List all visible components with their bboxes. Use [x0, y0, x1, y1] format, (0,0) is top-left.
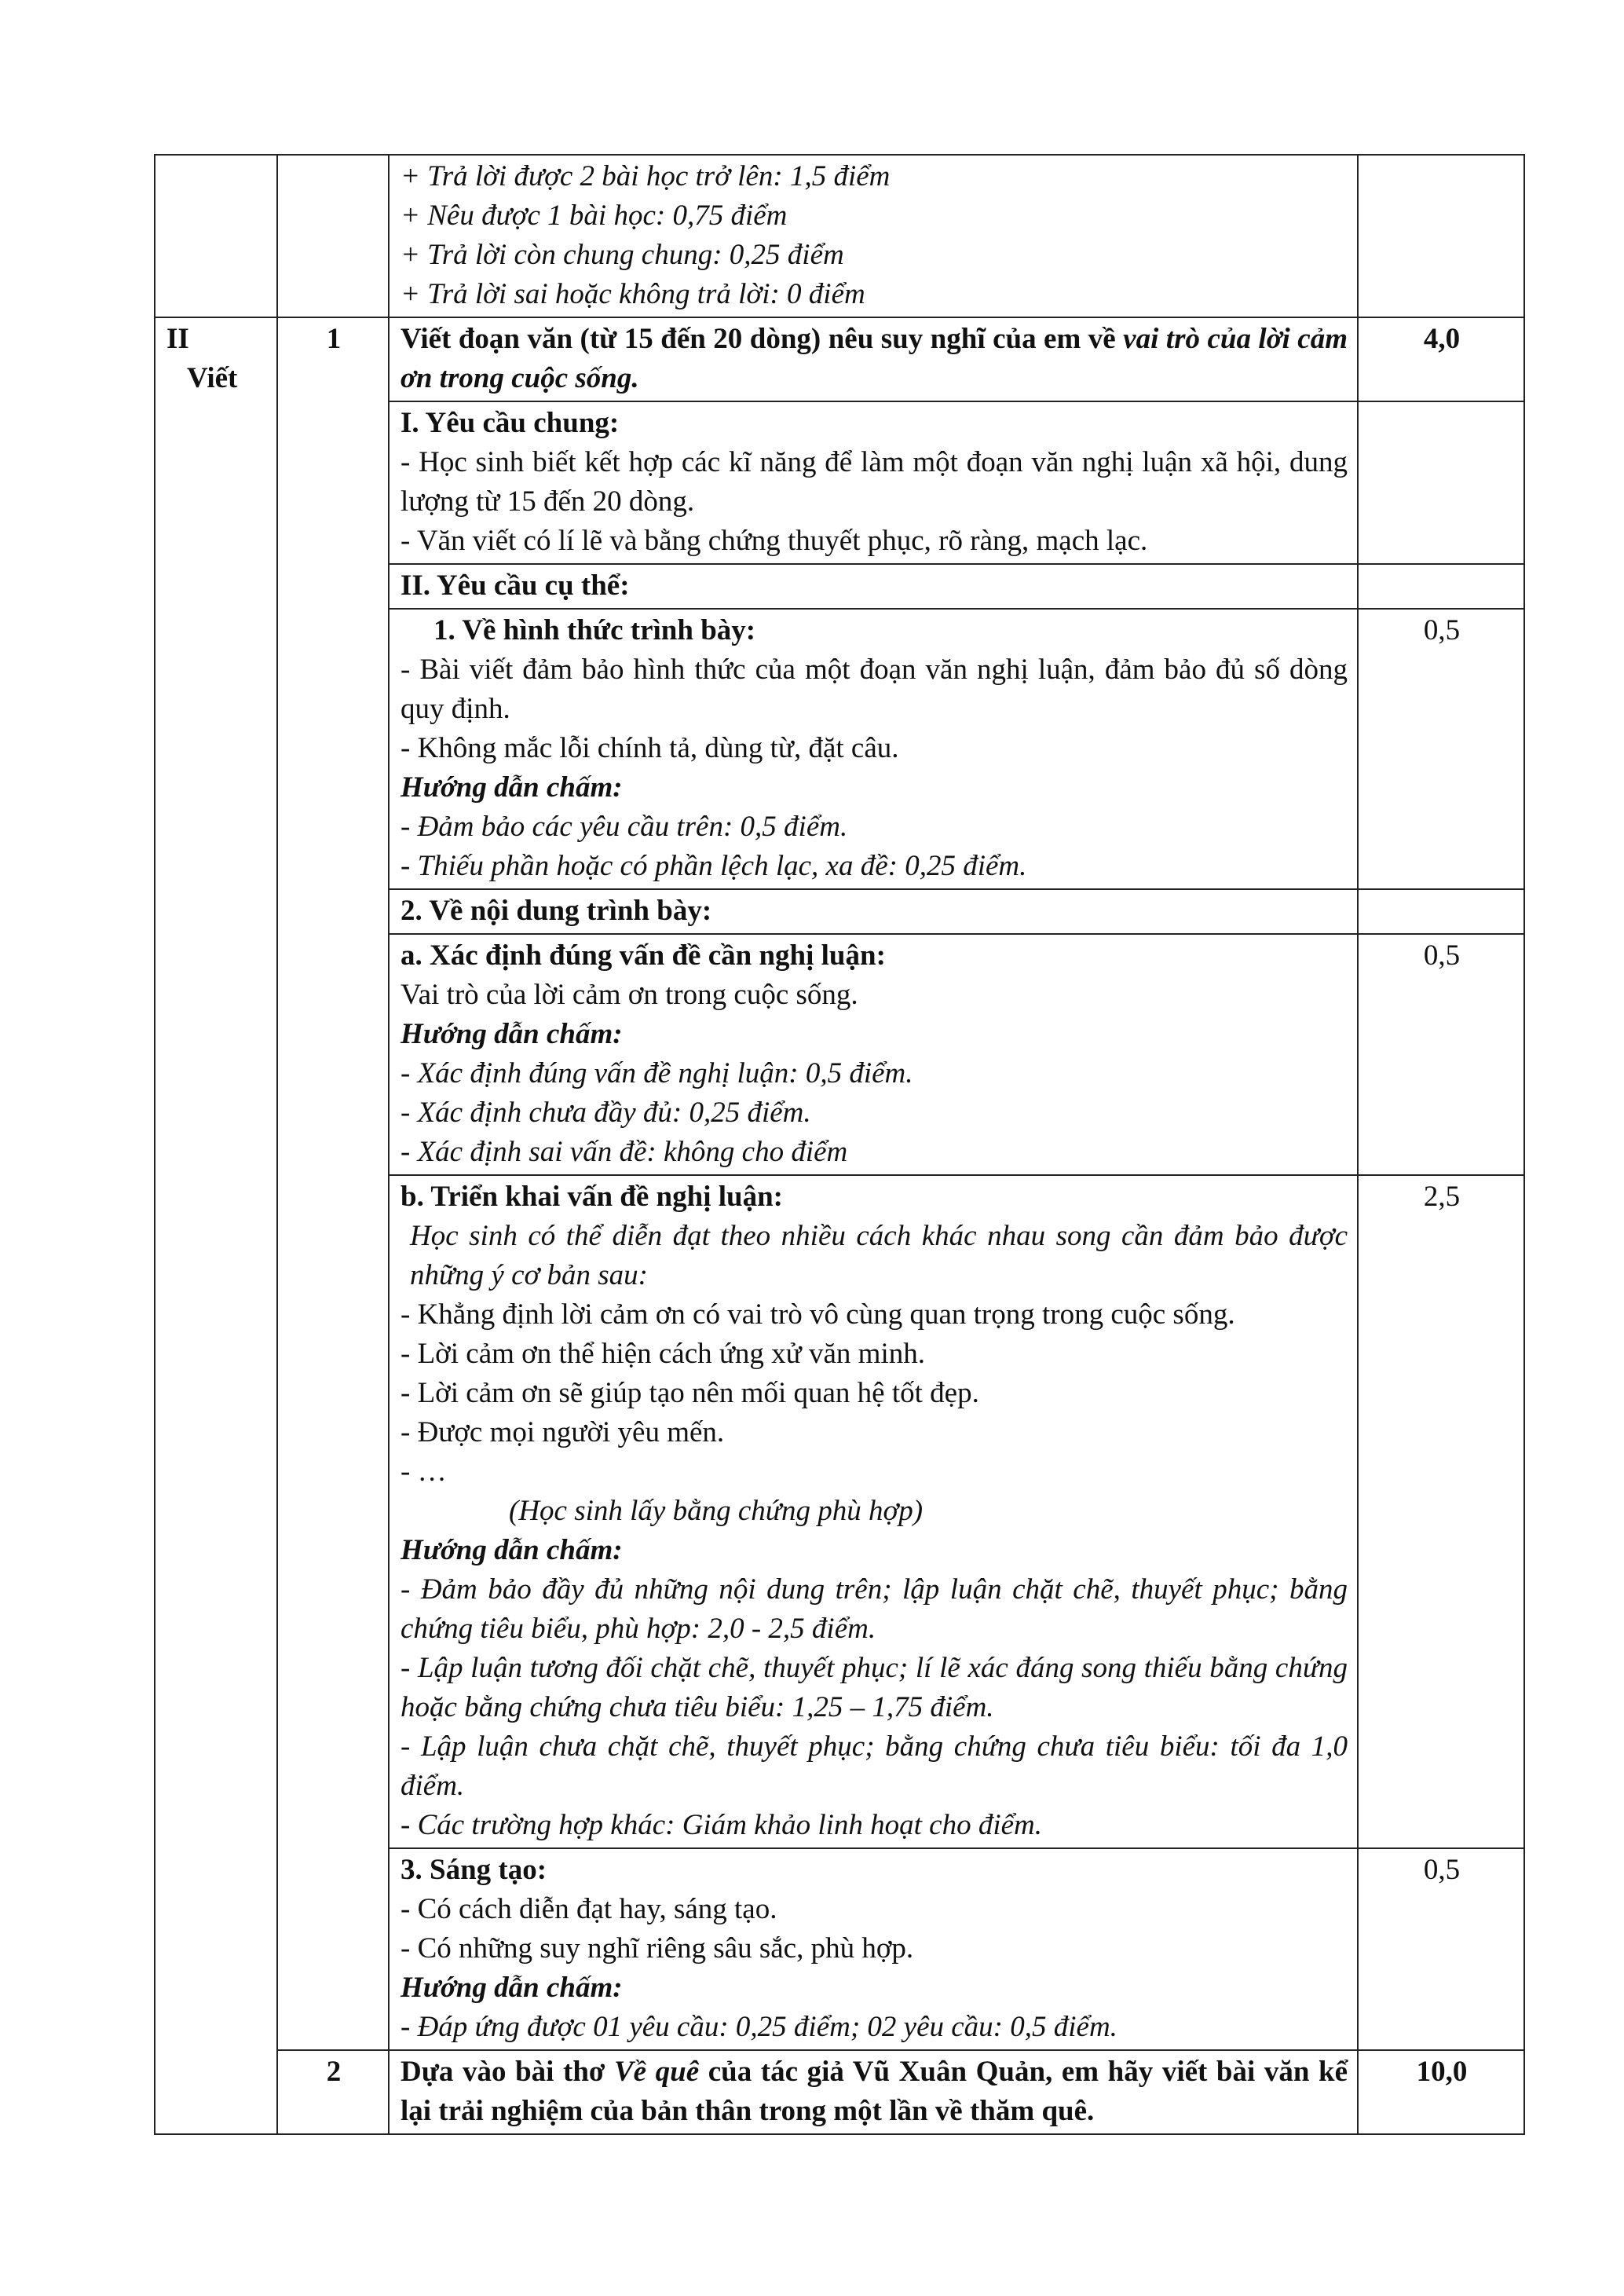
cell-content: [389, 155, 1358, 317]
list-item: - Lời cảm ơn sẽ giúp tạo nên mối quan hệ tốt đẹp.: [401, 1377, 979, 1409]
cell-score: [1358, 564, 1524, 609]
guide-title: Hướng dẫn chấm:: [401, 1972, 623, 2004]
content-a-score: 0,5: [1358, 934, 1524, 1175]
prompt-text: Viết đoạn văn (từ 15 đến 20 dòng) nêu suy nghĩ của em về: [401, 323, 1124, 355]
body-text: Vai trò của lời cảm ơn trong cuộc sống.: [401, 979, 858, 1011]
question-prompt: [389, 2050, 1358, 2134]
form-requirements: [389, 609, 1358, 889]
list-item: - Thiếu phần hoặc có phần lệch lạc, xa đề: 0,25 điểm.: [401, 850, 1027, 882]
list-item: - Bài viết đảm bảo hình thức của một đoạn văn nghị luận, đảm bảo đủ số dòng quy định.: [401, 654, 1348, 725]
guide-title: Hướng dẫn chấm:: [401, 771, 623, 804]
list-item: - Xác định đúng vấn đề nghị luận: 0,5 điểm.: [401, 1057, 913, 1089]
prompt-text: Dựa vào bài thơ: [401, 2056, 614, 2088]
section-title: II. Yêu cầu cụ thể:: [389, 564, 1358, 609]
list-item: + Nêu được 1 bài học: 0,75 điểm: [401, 200, 788, 232]
list-item: - Không mắc lỗi chính tả, dùng từ, đặt câu.: [401, 732, 899, 764]
list-item: - Có những suy nghĩ riêng sâu sắc, phù hợp.: [401, 1932, 914, 1965]
prompt-text: của tác giả Vũ Xuân Quản, em hãy viết bài văn kể lại trải nghiệm của bản thân trong một lần về thăm quê.: [401, 2056, 1348, 2127]
general-requirements: [389, 401, 1358, 564]
list-item: + Trả lời được 2 bài học trở lên: 1,5 điểm: [401, 160, 891, 192]
part-label: Viết: [187, 362, 238, 394]
section-title: 2. Về nội dung trình bày:: [389, 889, 1358, 934]
evidence-note: (Học sinh lấy bằng chứng phù hợp): [509, 1495, 924, 1527]
question-prompt: [389, 317, 1358, 401]
question-score: 10,0: [1358, 2050, 1524, 2134]
section-title: b. Triển khai vấn đề nghị luận:: [401, 1181, 783, 1213]
list-item: - Các trường hợp khác: Giám khảo linh hoạt cho điểm.: [401, 1809, 1043, 1841]
list-item: - Có cách diễn đạt hay, sáng tạo.: [401, 1893, 777, 1925]
list-item: - Khẳng định lời cảm ơn có vai trò vô cùng quan trọng trong cuộc sống.: [401, 1298, 1235, 1331]
list-item: - …: [401, 1456, 447, 1488]
poem-title: Về quê: [613, 2056, 700, 2088]
guide-title: Hướng dẫn chấm:: [401, 1018, 623, 1050]
creativity-score: 0,5: [1358, 1848, 1524, 2050]
content-b-score: 2,5: [1358, 1175, 1524, 1848]
list-item: + Trả lời sai hoặc không trả lời: 0 điểm: [401, 278, 865, 310]
list-item: - Được mọi người yêu mến.: [401, 1416, 725, 1448]
section-title: I. Yêu cầu chung:: [401, 407, 620, 439]
form-score: 0,5: [1358, 609, 1524, 889]
part-roman: II: [166, 323, 189, 355]
grading-table: [154, 154, 1525, 2135]
list-item: - Đảm bảo các yêu cầu trên: 0,5 điểm.: [401, 811, 848, 843]
prompt-italic: vai trò của lời cảm ơn trong cuộc sống.: [401, 323, 1348, 394]
list-item: - Lập luận tương đối chặt chẽ, thuyết phục; lí lẽ xác đáng song thiếu bằng chứng hoặc bằng chứng chưa tiêu biểu: 1,25 – 1,75 điểm.: [401, 1652, 1348, 1723]
cell-score: [1358, 155, 1524, 317]
cell-score: [1358, 401, 1524, 564]
part-label-cell: [155, 317, 277, 2134]
table-row: [155, 317, 1524, 401]
creativity: [389, 1848, 1358, 2050]
content-b: [389, 1175, 1358, 1848]
table-row: [155, 2050, 1524, 2134]
cell-score: [1358, 889, 1524, 934]
body-text: Học sinh có thể diễn đạt theo nhiều cách khác nhau song cần đảm bảo được những ý cơ bản sau:: [410, 1220, 1348, 1291]
question-number: 1: [277, 317, 389, 2050]
question-number: 2: [277, 2050, 389, 2134]
list-item: - Đáp ứng được 01 yêu cầu: 0,25 điểm; 02 yêu cầu: 0,5 điểm.: [401, 2011, 1117, 2043]
list-item: - Xác định chưa đầy đủ: 0,25 điểm.: [401, 1097, 811, 1129]
cell-part: [155, 155, 277, 317]
list-item: - Xác định sai vấn đề: không cho điểm: [401, 1136, 848, 1168]
section-title: 1. Về hình thức trình bày:: [433, 614, 756, 646]
list-item: - Văn viết có lí lẽ và bằng chứng thuyết phục, rõ ràng, mạch lạc.: [401, 525, 1148, 557]
question-score: 4,0: [1358, 317, 1524, 401]
list-item: - Đảm bảo đầy đủ những nội dung trên; lập luận chặt chẽ, thuyết phục; bằng chứng tiêu biểu, phù hợp: 2,0 - 2,5 điểm.: [401, 1573, 1348, 1645]
content-a: [389, 934, 1358, 1175]
list-item: - Lời cảm ơn thể hiện cách ứng xử văn minh.: [401, 1338, 925, 1370]
list-item: + Trả lời còn chung chung: 0,25 điểm: [401, 239, 844, 271]
table-row: [155, 155, 1524, 317]
list-item: - Lập luận chưa chặt chẽ, thuyết phục; bằng chứng chưa tiêu biểu: tối đa 1,0 điểm.: [401, 1730, 1348, 1802]
section-title: 3. Sáng tạo:: [401, 1854, 547, 1886]
section-title: a. Xác định đúng vấn đề cần nghị luận:: [401, 939, 886, 972]
cell-question: [277, 155, 389, 317]
guide-title: Hướng dẫn chấm:: [401, 1534, 623, 1566]
list-item: - Học sinh biết kết hợp các kĩ năng để làm một đoạn văn nghị luận xã hội, dung lượng từ 15 đến 20 dòng.: [401, 446, 1348, 518]
